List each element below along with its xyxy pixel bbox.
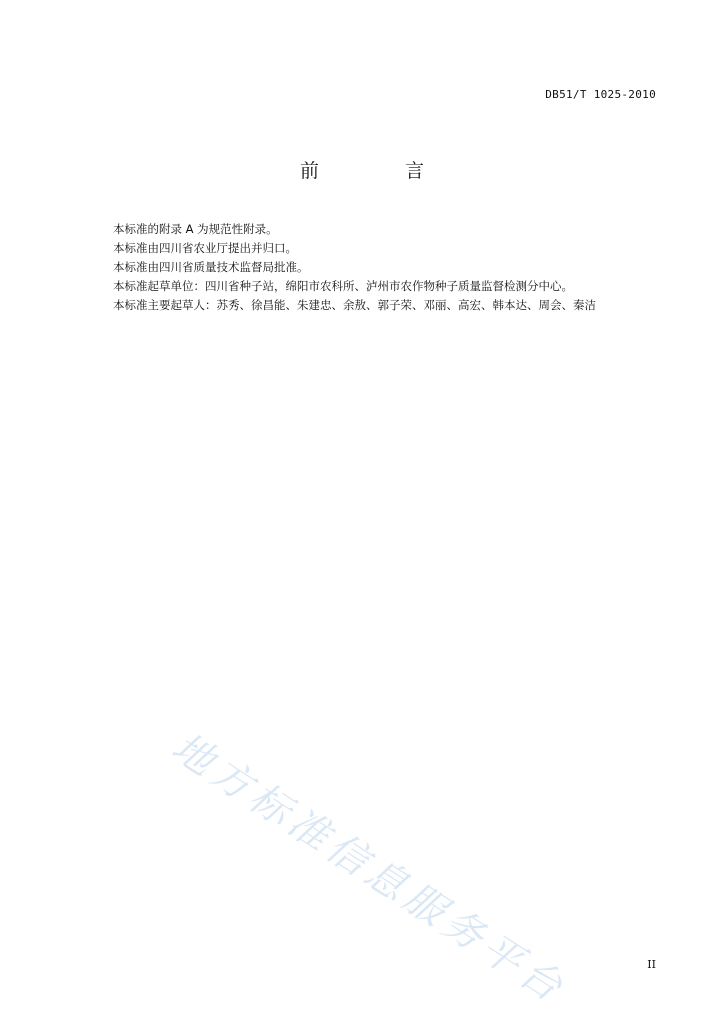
foreword-line: 本标准的附录 A 为规范性附录。	[113, 222, 278, 236]
foreword-line: 本标准由四川省质量技术监督局批准。	[113, 260, 309, 274]
foreword-line: 本标准由四川省农业厅提出并归口。	[113, 241, 297, 255]
watermark: 地方标准信息服务平台	[163, 724, 575, 1014]
standard-code: DB51/T 1025-2010	[545, 88, 656, 101]
page-title: 前 言	[299, 160, 465, 182]
foreword-body	[113, 220, 673, 315]
page-number: II	[647, 958, 656, 971]
foreword-line: 本标准起草单位：四川省种子站，绵阳市农科所、泸州市农作物种子质量监督检测分中心。	[113, 279, 573, 293]
foreword-line: 本标准主要起草人：苏秀、徐昌能、朱建忠、余敖、郭子荣、邓丽、高宏、韩本达、周会、秦洁	[113, 298, 596, 312]
